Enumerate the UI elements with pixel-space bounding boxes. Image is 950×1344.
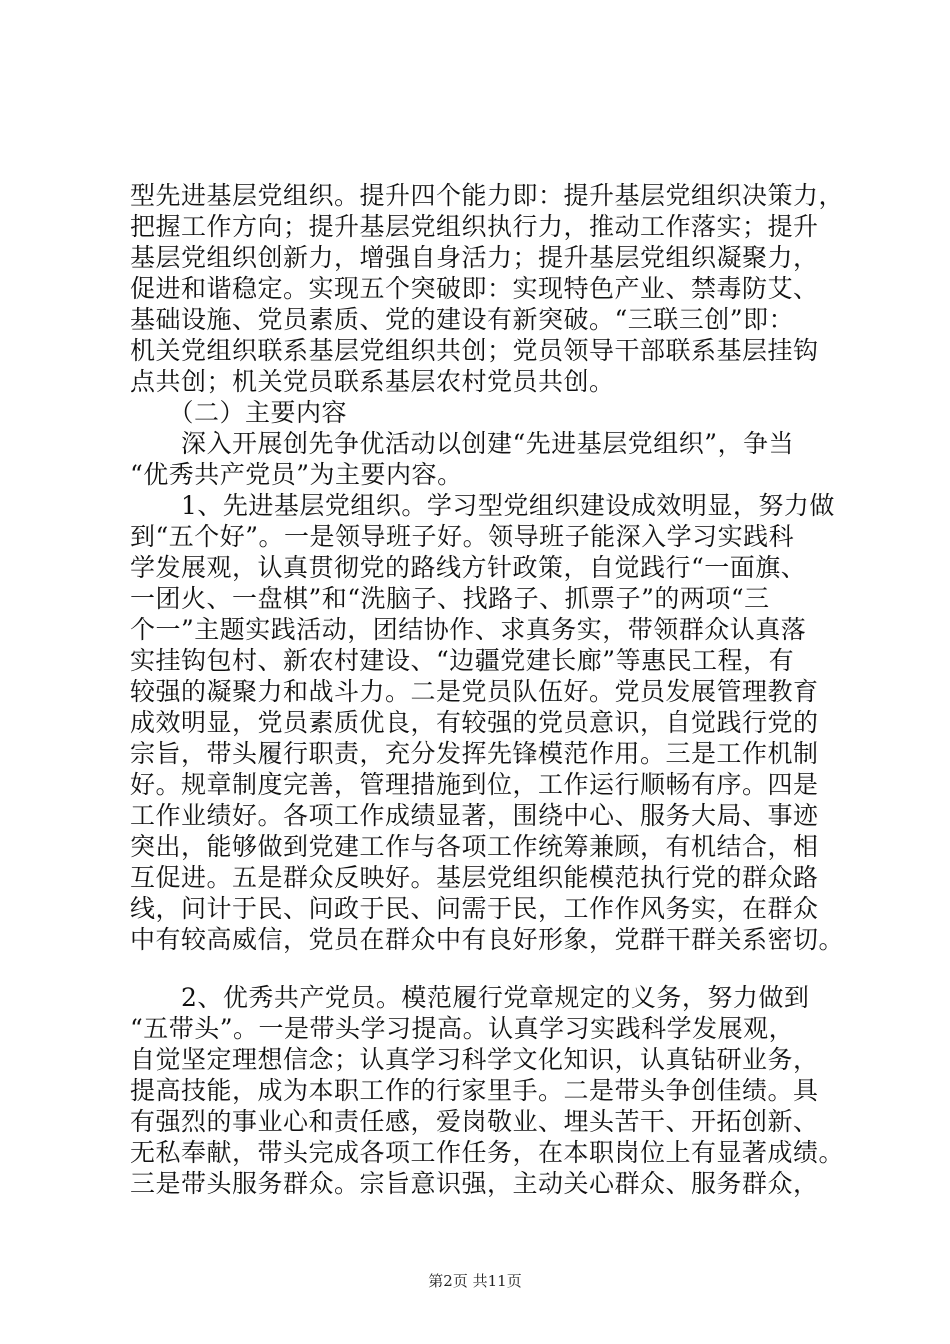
text-line: 实挂钩包村、新农村建设、“边疆党建长廊”等惠民工程，有 (130, 646, 795, 675)
text-line: 工作业绩好。各项工作成绩显著，围绕中心、服务大局、事迹 (130, 801, 819, 830)
text-line: 到“五个好”。一是领导班子好。领导班子能深入学习实践科 (130, 522, 795, 551)
text-line: 三是带头服务群众。宗旨意识强，主动关心群众、服务群众， (130, 1169, 819, 1198)
page-number-footer: 第2页 共11页 (428, 1272, 522, 1290)
text-line: 深入开展创先争优活动以创建“先进基层党组织”，争当 (130, 429, 795, 458)
text-line: 基层党组织创新力，增强自身活力；提升基层党组织凝聚力， (130, 243, 819, 272)
text-line: 提高技能，成为本职工作的行家里手。二是带头争创佳绩。具 (130, 1076, 819, 1105)
text-line: 成效明显，党员素质优良，有较强的党员意识，自觉践行党的 (130, 708, 819, 737)
text-line: 宗旨，带头履行职责，充分发挥先锋模范作用。三是工作机制 (130, 739, 819, 768)
text-line: 互促进。五是群众反映好。基层党组织能模范执行党的群众路 (130, 863, 819, 892)
text-line: 一团火、一盘棋”和“洗脑子、找路子、抓票子”的两项“三 (130, 584, 770, 613)
text-line: 型先进基层党组织。提升四个能力即：提升基层党组织决策力， (130, 181, 845, 210)
text-line: 学发展观，认真贯彻党的路线方针政策，自觉践行“一面旗、 (130, 553, 807, 582)
text-line: 较强的凝聚力和战斗力。二是党员队伍好。党员发展管理教育 (130, 677, 819, 706)
text-line: 1、先进基层党组织。学习型党组织建设成效明显，努力做 (130, 491, 835, 520)
text-line: 机关党组织联系基层党组织共创；党员领导干部联系基层挂钩 (130, 336, 819, 365)
text-line: 突出，能够做到党建工作与各项工作统筹兼顾，有机结合，相 (130, 832, 819, 861)
text-line: 个一”主题实践活动，团结协作、求真务实，带领群众认真落 (130, 615, 807, 644)
text-line: 有强烈的事业心和责任感，爱岗敬业、埋头苦干、开拓创新、 (130, 1107, 819, 1136)
text-line: 无私奉献，带头完成各项工作任务，在本职岗位上有显著成绩。 (130, 1138, 845, 1167)
text-line: “五带头”。一是带头学习提高。认真学习实践科学发展观， (130, 1014, 795, 1043)
text-line: 点共创；机关党员联系基层农村党员共创。 (130, 367, 615, 396)
text-line: 2、优秀共产党员。模范履行党章规定的义务，努力做到 (130, 983, 810, 1012)
text-line: 促进和谐稳定。实现五个突破即：实现特色产业、禁毒防艾、 (130, 274, 819, 303)
text-line: 好。规章制度完善，管理措施到位，工作运行顺畅有序。四是 (130, 770, 819, 799)
text-line: 自觉坚定理想信念；认真学习科学文化知识，认真钻研业务， (130, 1045, 819, 1074)
text-line: 线，问计于民、问政于民、问需于民，工作作风务实，在群众 (130, 894, 819, 923)
text-line: 基础设施、党员素质、党的建设有新突破。“三联三创”即： (130, 305, 795, 334)
text-line: 中有较高威信，党员在群众中有良好形象，党群干群关系密切。 (130, 925, 845, 954)
text-line: 把握工作方向；提升基层党组织执行力，推动工作落实；提升 (130, 212, 819, 241)
section-heading: （二）主要内容 (130, 398, 348, 427)
text-line: “优秀共产党员”为主要内容。 (130, 460, 463, 489)
